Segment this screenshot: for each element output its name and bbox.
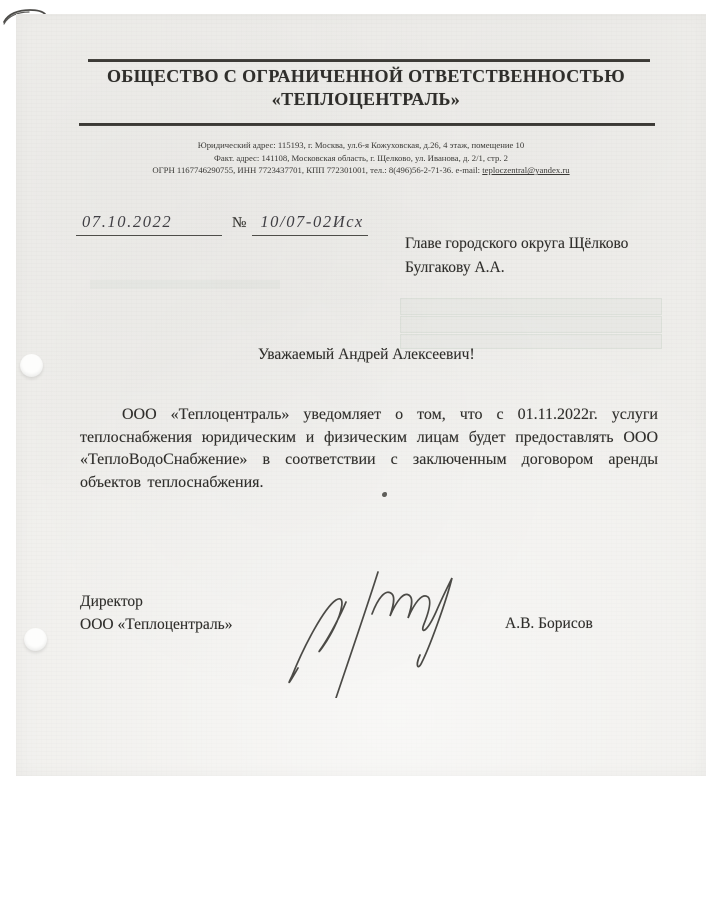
recipient-title: Главе городского округа Щёлково (405, 235, 629, 252)
company-name-line2: «ТЕПЛОЦЕНТРАЛЬ» (271, 89, 461, 109)
date-field (76, 212, 222, 236)
bleed-through-artifact (400, 316, 662, 333)
address-line-legal: Юридический адрес: 115193, г. Москва, ул.6-я Кожуховская, д.26, 4 этаж, помещение 10 (197, 140, 525, 150)
recipient-name: Булгакову А.А. (405, 258, 505, 276)
number-sign: № (232, 215, 247, 231)
company-name-line1: ОБЩЕСТВО С ОГРАНИЧЕННОЙ ОТВЕТСТВЕННОСТЬЮ (107, 66, 625, 86)
address-line-actual: Факт. адрес: 141108, Московская область, г. Щелково, ул. Иванова, д. 2/1, стр. 2 (214, 152, 508, 163)
signer-position-line2: ООО «Теплоцентраль» (80, 615, 233, 633)
signer-position (80, 591, 233, 636)
company-name (56, 65, 676, 111)
bleed-through-artifact (400, 298, 662, 315)
bleed-through-artifact (90, 280, 280, 289)
salutation: Уважаемый Андрей Алексеевич! (258, 346, 475, 363)
letterhead-address-block (36, 139, 686, 177)
signer-position-line1: Директор (80, 593, 143, 610)
recipient-block (405, 232, 628, 279)
handwritten-date: 07.10.2022 (82, 212, 173, 231)
address-line-requisites (36, 164, 686, 177)
requisites-text: ОГРН 1167746290755, ИНН 7723437701, КПП 772301001, тел.: 8(496)56-2-71-36. e-mail: (152, 165, 483, 176)
reference-line (76, 196, 368, 236)
hole-punch-bottom (24, 628, 47, 651)
ink-speck-artifact (382, 492, 387, 497)
letterhead-rule-bottom (79, 123, 655, 126)
body-paragraph: ООО «Теплоцентраль» уведомляет о том, что с 01.11.2022г. услуги теплоснабжения юридическим и физическим лицам будет предоставлять ООО «ТеплоВодоСнабжение» в соответствии с заключенным договором аренды объектов теплоснабжения. (80, 406, 658, 491)
handwritten-number: 10/07-02Исх (260, 212, 364, 231)
signer-name: А.В. Борисов (505, 615, 593, 632)
hole-punch-top (20, 354, 43, 377)
outgoing-number-field (252, 212, 368, 236)
document-page (16, 14, 706, 776)
handwritten-signature (280, 550, 480, 698)
email-text: teploczentral@yandex.ru (482, 165, 570, 176)
letterhead-rule-top (88, 59, 650, 62)
